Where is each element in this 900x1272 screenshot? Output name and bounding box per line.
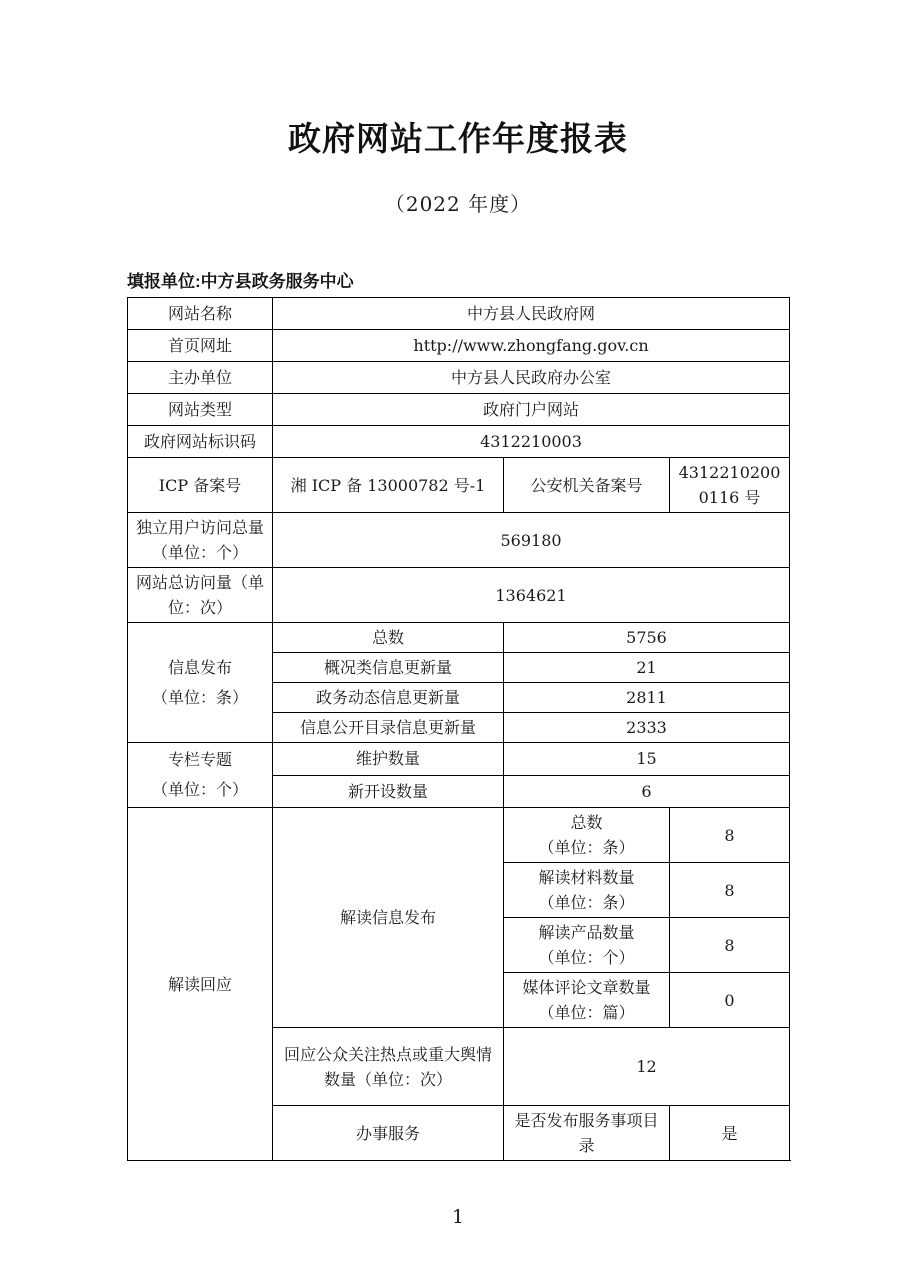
interpretation-item-name: 解读产品数量 — [538, 923, 635, 942]
interpretation-item-value: 0 — [670, 973, 790, 1028]
interpretation-item-unit: （单位：条） — [538, 893, 635, 912]
hotspot-label: 回应公众关注热点或重大舆情数量（单位：次） — [273, 1028, 504, 1106]
row-unique-visitors — [128, 513, 790, 568]
home-url-value: http://www.zhongfang.gov.cn — [273, 330, 790, 362]
interpretation-publish-label: 解读信息发布 — [273, 808, 504, 1028]
page-subtitle: （2022 年度） — [384, 192, 532, 216]
site-code-value: 4312210003 — [273, 426, 790, 458]
interpretation-item-label — [504, 863, 670, 918]
unique-visitors-label: 独立用户访问总量（单位：个） — [128, 513, 273, 568]
interpretation-item-name: 解读材料数量 — [538, 868, 635, 887]
info-publish-item-value: 2333 — [504, 713, 790, 743]
interpretation-item-name: 总数 — [570, 813, 603, 832]
row-home-url — [128, 330, 790, 362]
special-topics-item-value: 15 — [504, 743, 790, 776]
service-group-label: 办事服务 — [273, 1106, 504, 1161]
info-publish-group-name: 信息发布 — [167, 657, 232, 677]
document-content — [127, 0, 789, 1229]
special-topics-group-label — [128, 743, 273, 808]
info-publish-item-label: 概况类信息更新量 — [273, 653, 504, 683]
hotspot-value: 12 — [504, 1028, 790, 1106]
service-item-value: 是 — [670, 1106, 790, 1161]
special-topics-item-label: 维护数量 — [273, 743, 504, 776]
home-url-label: 首页网址 — [128, 330, 273, 362]
row-site-type — [128, 394, 790, 426]
info-publish-group-unit: （单位：条） — [151, 687, 248, 707]
annual-report-table — [127, 297, 790, 1161]
interpretation-item-unit: （单位：条） — [538, 838, 635, 857]
page-number: 1 — [451, 1206, 465, 1228]
site-code-label: 政府网站标识码 — [128, 426, 273, 458]
info-publish-item-label: 总数 — [273, 623, 504, 653]
special-topics-group-unit: （单位：个） — [151, 780, 248, 799]
police-record-label: 公安机关备案号 — [504, 458, 670, 513]
service-item-label: 是否发布服务事项目录 — [504, 1106, 670, 1161]
special-topics-item-value: 6 — [504, 775, 790, 808]
interpretation-item-unit: （单位：篇） — [538, 1003, 635, 1022]
info-publish-item-label: 信息公开目录信息更新量 — [273, 713, 504, 743]
icp-value: 湘 ICP 备 13000782 号-1 — [273, 458, 504, 513]
interpretation-item-label — [504, 918, 670, 973]
interpretation-item-value: 8 — [670, 808, 790, 863]
info-publish-item-value: 2811 — [504, 683, 790, 713]
row-info-publish-total — [128, 623, 790, 653]
interpretation-item-label — [504, 973, 670, 1028]
special-topics-item-label: 新开设数量 — [273, 775, 504, 808]
site-name-value: 中方县人民政府网 — [273, 298, 790, 330]
special-topics-group-name: 专栏专题 — [167, 750, 232, 769]
total-visits-value: 1364621 — [273, 568, 790, 623]
info-publish-item-value: 21 — [504, 653, 790, 683]
row-organizer — [128, 362, 790, 394]
page-title: 政府网站工作年度报表 — [288, 120, 628, 157]
total-visits-label: 网站总访问量（单位：次） — [128, 568, 273, 623]
unique-visitors-value: 569180 — [273, 513, 790, 568]
row-icp — [128, 458, 790, 513]
organizer-label: 主办单位 — [128, 362, 273, 394]
info-publish-item-value: 5756 — [504, 623, 790, 653]
row-interpretation-total — [128, 808, 790, 863]
interpretation-item-name: 媒体评论文章数量 — [522, 978, 651, 997]
police-record-value: 43122102000116 号 — [670, 458, 790, 513]
interpretation-item-value: 8 — [670, 863, 790, 918]
info-publish-group-label — [128, 623, 273, 743]
icp-label: ICP 备案号 — [128, 458, 273, 513]
site-type-label: 网站类型 — [128, 394, 273, 426]
interpretation-group-label: 解读回应 — [128, 808, 273, 1161]
site-type-value: 政府门户网站 — [273, 394, 790, 426]
interpretation-item-unit: （单位：个） — [538, 948, 635, 967]
row-site-name — [128, 298, 790, 330]
interpretation-item-value: 8 — [670, 918, 790, 973]
row-site-code — [128, 426, 790, 458]
row-total-visits — [128, 568, 790, 623]
info-publish-item-label: 政务动态信息更新量 — [273, 683, 504, 713]
row-special-topics-maintained — [128, 743, 790, 776]
filing-unit-label: 填报单位:中方县政务服务中心 — [127, 272, 354, 291]
site-name-label: 网站名称 — [128, 298, 273, 330]
organizer-value: 中方县人民政府办公室 — [273, 362, 790, 394]
interpretation-item-label — [504, 808, 670, 863]
